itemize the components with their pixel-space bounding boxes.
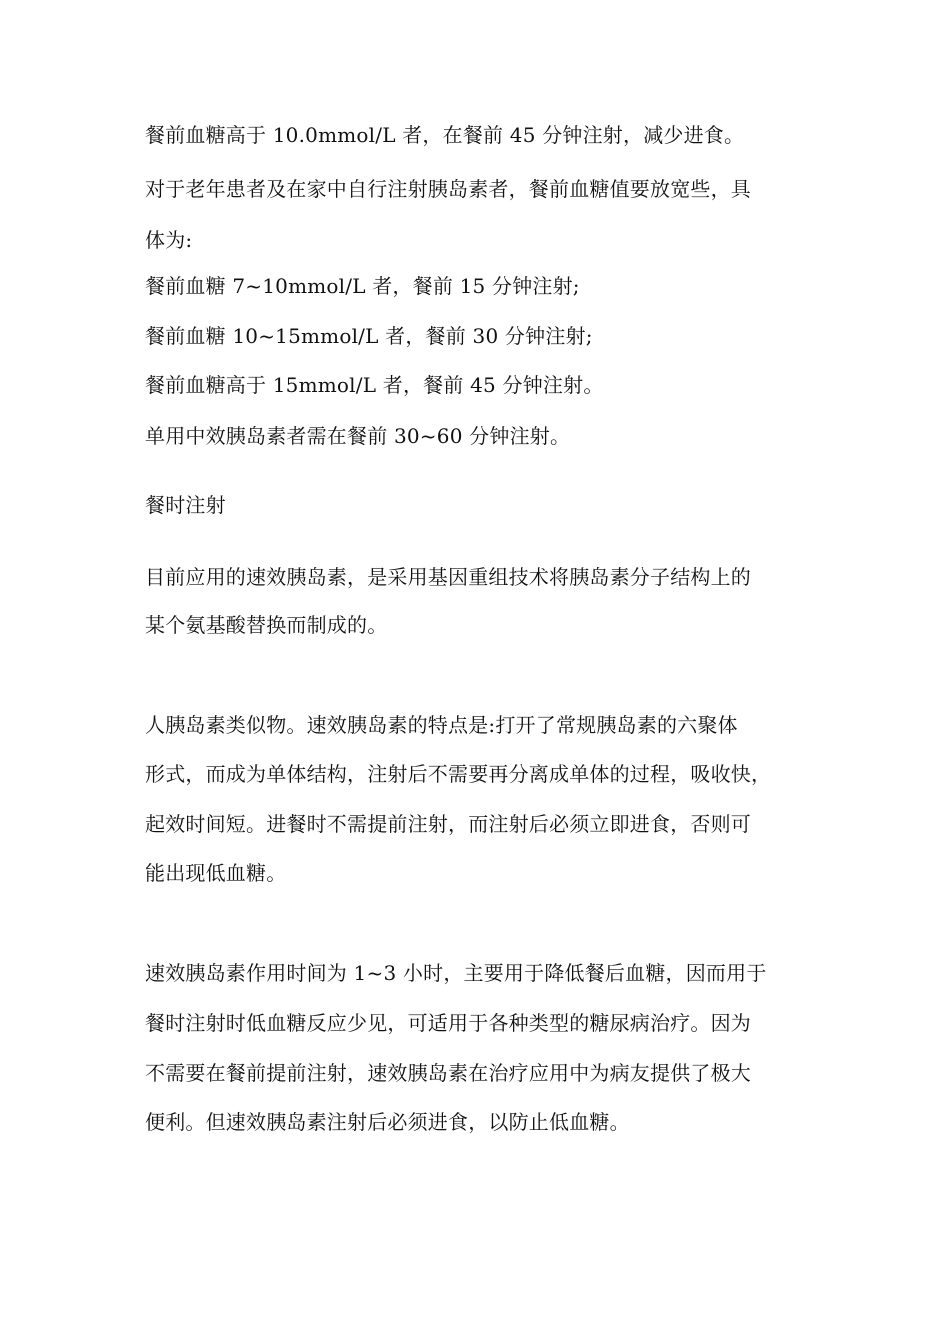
text-line: 不需要在餐前提前注射，速效胰岛素在治疗应用中为病友提供了极大 [145,1061,751,1085]
text-line: 形式，而成为单体结构，注射后不需要再分离成单体的过程，吸收快， [145,762,772,786]
text-line: 餐前血糖高于 10.0mmol/L 者，在餐前 45 分钟注射，减少进食。 [145,123,745,147]
text-line: 人胰岛素类似物。速效胰岛素的特点是:打开了常规胰岛素的六聚体 [145,713,738,737]
text-line: 起效时间短。进餐时不需提前注射，而注射后必须立即进食，否则可 [145,812,751,836]
text-line: 能出现低血糖。 [145,861,287,885]
text-line: 速效胰岛素作用时间为 1~3 小时，主要用于降低餐后血糖，因而用于 [145,961,767,985]
text-line: 餐前血糖高于 15mmol/L 者，餐前 45 分钟注射。 [145,373,604,397]
text-line: 便利。但速效胰岛素注射后必须进食，以防止低血糖。 [145,1110,630,1134]
section-heading: 餐时注射 [145,493,226,517]
text-line: 某个氨基酸替换而制成的。 [145,613,388,637]
text-line: 餐前血糖 7~10mmol/L 者，餐前 15 分钟注射; [145,274,580,298]
text-line: 目前应用的速效胰岛素，是采用基因重组技术将胰岛素分子结构上的 [145,565,751,589]
text-line: 单用中效胰岛素者需在餐前 30~60 分钟注射。 [145,424,571,448]
text-line: 餐时注射时低血糖反应少见，可适用于各种类型的糖尿病治疗。因为 [145,1011,751,1035]
text-line: 对于老年患者及在家中自行注射胰岛素者，餐前血糖值要放宽些，具 [145,177,751,201]
text-line: 体为: [145,228,193,252]
text-line: 餐前血糖 10~15mmol/L 者，餐前 30 分钟注射; [145,324,593,348]
